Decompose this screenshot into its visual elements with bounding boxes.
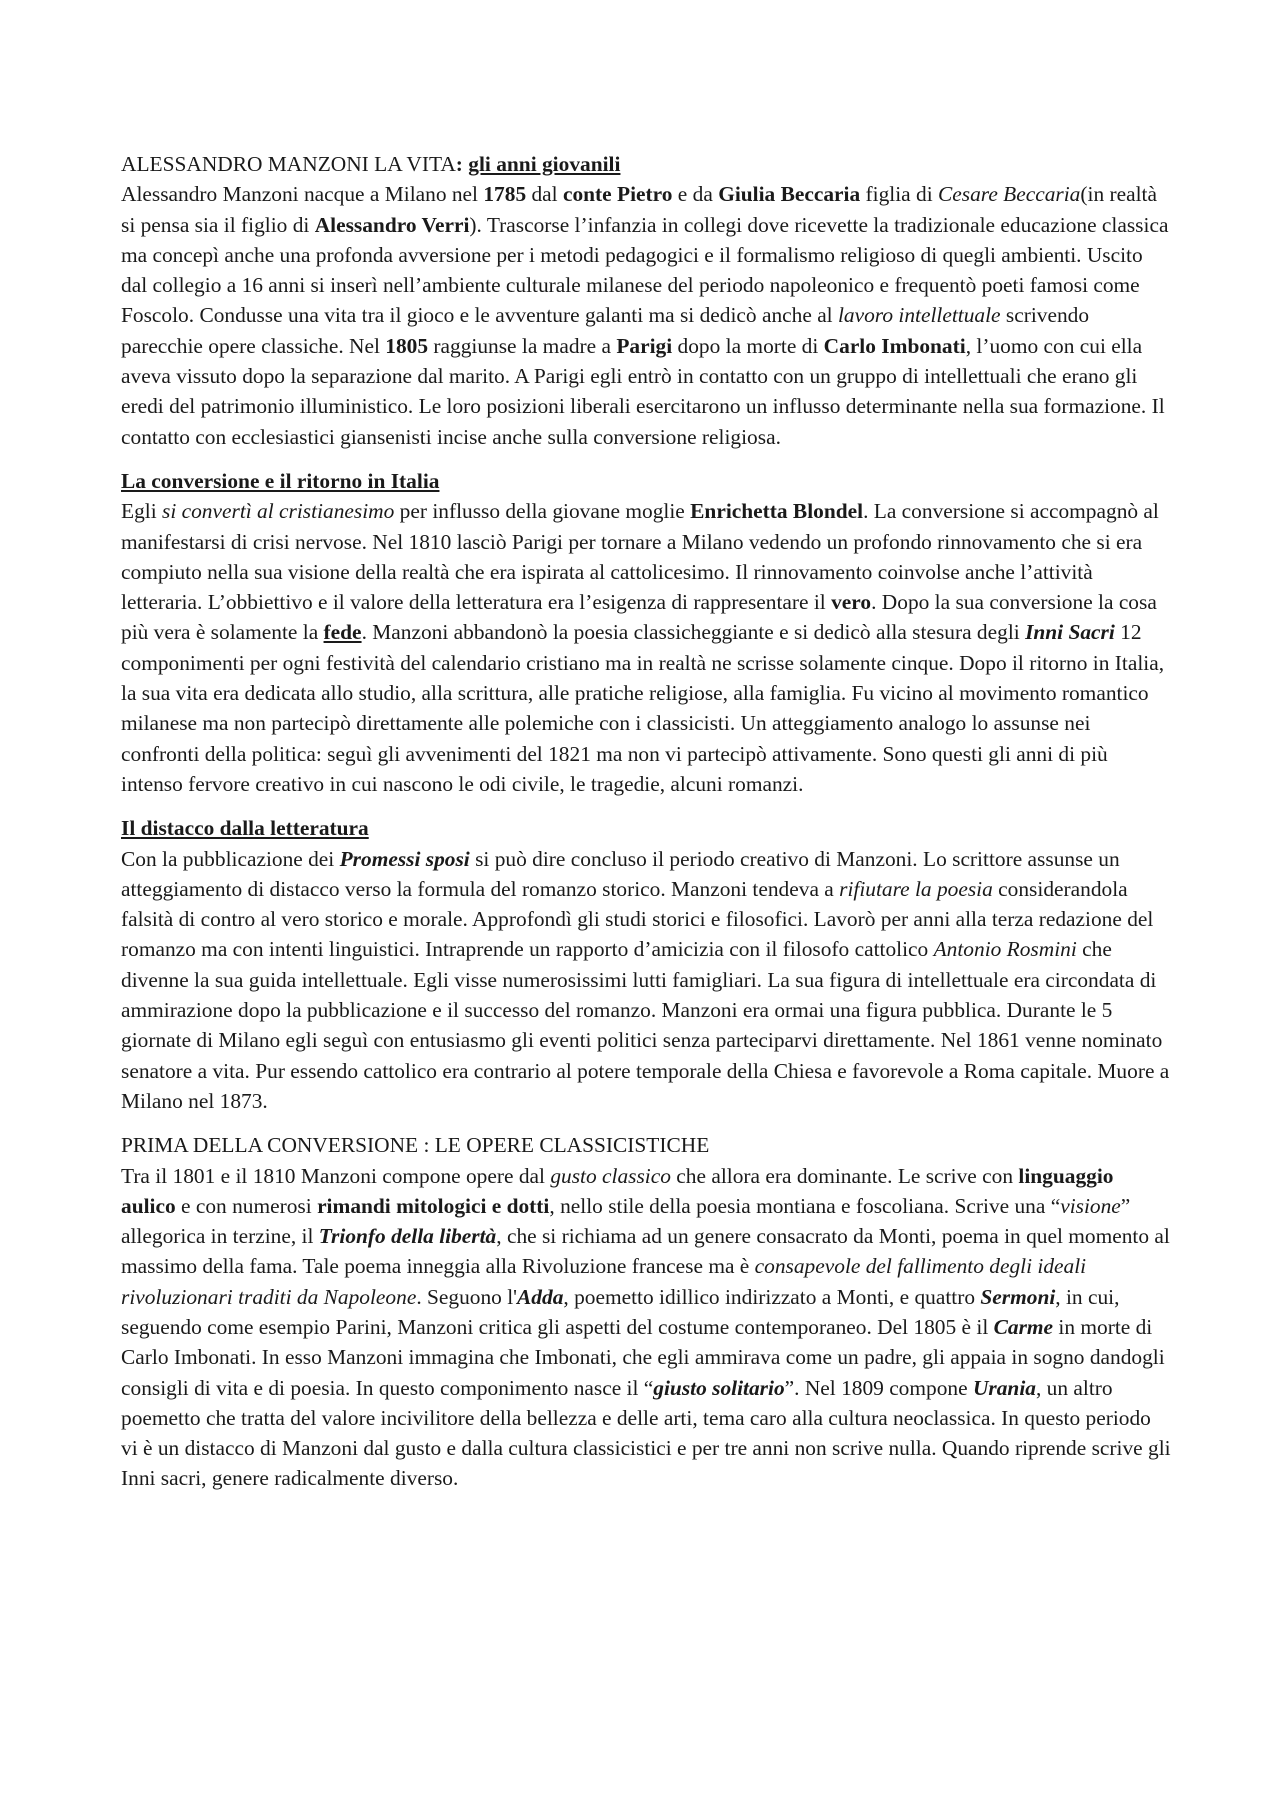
- emphasized-text: Carlo Imbonati: [823, 333, 966, 358]
- text-run: che divenne la sua guida intellettuale. Egli visse numerosissimi lutti famigliari. La sua figura di intellettuale era circondata di ammirazione dopo la pubblicazione e il successo del romanzo. Manzoni era ormai una figura pubblica. Durante le 5 giornate di Milano egli seguì con entusiasmo gli eventi politici senza parteciparvi direttamente. Nel 1861 venne nominato senatore a vita. Pur essendo cattolico era contrario al potere temporale della Chiesa e favorevole a Roma capitale. Muore a Milano nel 1873.: [121, 937, 1170, 1113]
- section-body: [121, 844, 1171, 1117]
- emphasized-text: rifiutare la poesia: [839, 876, 993, 901]
- text-run: , in cui, seguendo come esempio Parini, Manzoni critica gli aspetti del costume contemporaneo. Del 1805 è il: [121, 1284, 1120, 1339]
- emphasized-text: vero: [831, 590, 872, 615]
- text-run: , un altro poemetto che tratta del valore incivilitore della bellezza e delle arti, tema caro alla cultura neoclassica. In questo periodo vi è un distacco di Manzoni dal gusto e dalla cultura classicistici e per tre anni non scrive nulla. Quando riprende scrive gli Inni sacri, genere radicalmente diverso.: [121, 1375, 1171, 1491]
- text-run: . Dopo la sua conversione la cosa più vera è solamente la: [121, 590, 1157, 645]
- text-run: e da: [672, 182, 719, 207]
- emphasized-text: Sermoni: [980, 1284, 1056, 1309]
- text-run: che allora era dominante. Le scrive con: [670, 1163, 1019, 1188]
- section-title: [121, 466, 1171, 496]
- section-spacer: [121, 799, 1171, 813]
- section-body: [121, 179, 1171, 452]
- text-run: dal: [526, 182, 563, 207]
- emphasized-text: lavoro intellettuale: [837, 303, 1001, 328]
- emphasized-text: giusto solitario: [653, 1375, 785, 1400]
- emphasized-text: Adda: [517, 1284, 564, 1309]
- emphasized-text: 1785: [483, 182, 527, 207]
- section-conversion: [121, 466, 1171, 799]
- text-run: . Manzoni abbandonò la poesia classicheggiante e si dedicò alla stesura degli: [361, 620, 1026, 645]
- text-run: . La conversione si accompagnò al manifestarsi di crisi nervose. Nel 1810 lasciò Parigi per tornare a Milano vedendo un profondo rinnovamento che si era compiuto nella sua visione della realtà che era ispirata al cattolicesimo. Il rinnovamento coinvolse anche l’attività letteraria. L’obbiettivo e il valore della letteratura era l’esigenza di rappresentare il: [121, 499, 1159, 615]
- emphasized-text: Inni Sacri: [1025, 620, 1115, 645]
- text-run: 12 componimenti per ogni festività del calendario cristiano ma in realtà ne scrisse solamente cinque. Dopo il ritorno in Italia, la sua vita era dedicata allo studio, alla scrittura, alle pratiche religiose, alla famiglia. Fu vicino al movimento romantico milanese ma non partecipò direttamente alle polemiche con i classicisti. Un atteggiamento analogo lo assunse nei confronti della politica: seguì gli avvenimenti del 1821 ma non vi partecipò attivamente. Sono questi gli anni di più intenso fervore creativo in cui nascono le odi civile, le tragedie, alcuni romanzi.: [121, 620, 1165, 796]
- emphasized-text: Alessandro Verri: [314, 212, 470, 237]
- document-page: [121, 149, 1171, 1494]
- emphasized-text: Trionfo della libertà: [318, 1224, 497, 1249]
- title-colon: :: [455, 152, 463, 176]
- emphasized-text: Parigi: [616, 333, 673, 358]
- emphasized-text: visione: [1060, 1193, 1121, 1218]
- text-run: raggiunse la madre a: [428, 333, 617, 358]
- section-title: [121, 149, 1171, 179]
- text-run: Con la pubblicazione dei: [121, 846, 340, 871]
- emphasized-text: Carme: [993, 1314, 1054, 1339]
- text-run: ” allegorica in terzine, il: [121, 1193, 1131, 1249]
- text-run: ”. Nel 1809 compone: [784, 1375, 973, 1400]
- text-run: Tra il 1801 e il 1810 Manzoni compone opere dal: [121, 1163, 551, 1188]
- emphasized-text: 1805: [385, 333, 429, 358]
- text-run: , che si richiama ad un genere consacrato da Monti, poema in quel momento al massimo della fama. Tale poema inneggia alla Rivoluzione francese ma è: [121, 1224, 1170, 1279]
- section-body: [121, 1161, 1171, 1494]
- emphasized-text: si convertì al cristianesimo: [162, 499, 395, 524]
- emphasized-text: fede: [323, 620, 362, 645]
- emphasized-text: linguaggio aulico: [121, 1163, 1114, 1218]
- emphasized-text: Enrichetta Blondel: [690, 499, 864, 524]
- text-run: scrivendo parecchie opere classiche. Nel: [121, 303, 1090, 358]
- title-subtitle: gli anni giovanili: [468, 152, 621, 176]
- section-early-years: [121, 149, 1171, 452]
- emphasized-text: Antonio Rosmini: [933, 937, 1077, 962]
- text-run: si può dire concluso il periodo creativo di Manzoni. Lo scrittore assunse un atteggiamento di distacco verso la formula del romanzo storico. Manzoni tendeva a: [121, 846, 1120, 901]
- emphasized-text: consapevole del fallimento degli ideali rivoluzionari traditi da Napoleone: [121, 1254, 1087, 1309]
- emphasized-text: Cesare Beccaria: [938, 182, 1081, 207]
- emphasized-text: Urania: [972, 1375, 1036, 1400]
- emphasized-text: Promessi sposi: [339, 846, 470, 871]
- text-run: dopo la morte di: [672, 333, 824, 358]
- emphasized-text: Giulia Beccaria: [718, 182, 861, 207]
- text-run: in morte di Carlo Imbonati. In esso Manzoni immagina che Imbonati, che egli ammirava come un padre, gli appaia in sogno dandogli consigli di vita e di poesia. In questo componimento nasce il “: [121, 1314, 1165, 1400]
- emphasized-text: rimandi mitologici e dotti: [317, 1193, 550, 1218]
- section-body: [121, 496, 1171, 799]
- text-run: e con numerosi: [175, 1193, 318, 1218]
- text-run: Alessandro Manzoni nacque a Milano nel: [121, 182, 484, 207]
- text-run: , poemetto idillico indirizzato a Monti, e quattro: [563, 1284, 981, 1309]
- section-classicist-works: [121, 1130, 1171, 1494]
- section-spacer: [121, 452, 1171, 466]
- text-run: Egli: [121, 499, 162, 524]
- title-main: ALESSANDRO MANZONI LA VITA: [121, 152, 456, 176]
- section-title-text: La conversione e il ritorno in Italia: [121, 468, 440, 493]
- section-title: PRIMA DELLA CONVERSIONE : LE OPERE CLASSICISTICHE: [121, 1133, 710, 1158]
- text-run: figlia di: [860, 182, 939, 207]
- section-spacer: [121, 1116, 1171, 1130]
- section-detachment: [121, 813, 1171, 1116]
- text-run: . Seguono l': [416, 1284, 518, 1309]
- text-run: , l’uomo con cui ella aveva vissuto dopo la separazione dal marito. A Parigi egli entrò in contatto con un gruppo di intellettuali che erano gli eredi del patrimonio illuministico. Le loro posizioni liberali esercitarono un influsso determinante nella sua formazione. Il contatto con ecclesiastici giansenisti incise anche sulla conversione religiosa.: [121, 333, 1165, 449]
- text-run: per influsso della giovane moglie: [394, 499, 691, 524]
- text-run: ). Trascorse l’infanzia in collegi dove ricevette la tradizionale educazione classica ma concepì anche una profonda avversione per i metodi pedagogici e il formalismo religioso di quegli ambienti. Uscito dal collegio a 16 anni si inserì nell’ambiente culturale milanese del periodo napoleonico e frequentò poeti famosi come Foscolo. Condusse una vita tra il gioco e le avventure galanti ma si dedicò anche al: [121, 212, 1169, 328]
- section-title-text: Il distacco dalla letteratura: [121, 816, 369, 841]
- emphasized-text: conte Pietro: [562, 182, 673, 207]
- section-title: [121, 813, 1171, 843]
- emphasized-text: gusto classico: [550, 1163, 671, 1188]
- text-run: considerandola falsità di contro al vero storico e morale. Approfondì gli studi storici e filosofici. Lavorò per anni alla terza redazione del romanzo ma con intenti linguistici. Intraprende un rapporto d’amicizia con il filosofo cattolico: [121, 876, 1154, 962]
- text-run: (in realtà si pensa sia il figlio di: [121, 182, 1157, 237]
- text-run: , nello stile della poesia montiana e foscoliana. Scrive una “: [549, 1193, 1061, 1218]
